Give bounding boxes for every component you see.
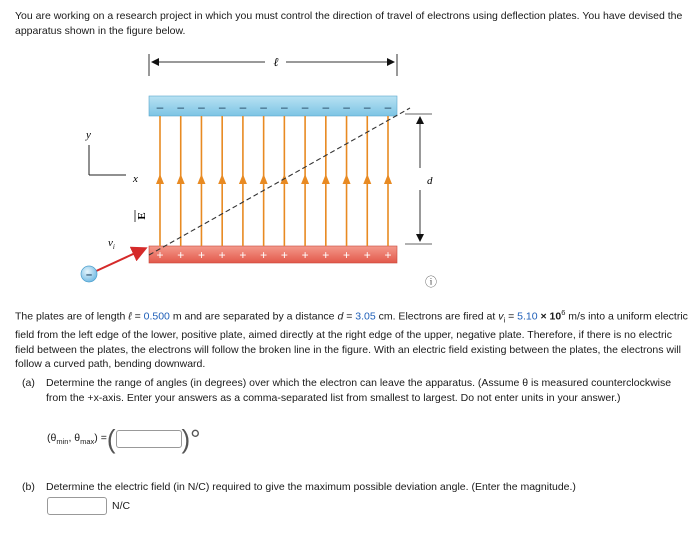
field-line — [218, 116, 226, 246]
answer-a-row — [47, 424, 201, 454]
minus-sign: – — [343, 100, 350, 114]
problem-paragraph: The plates are of length ℓ = 0.500 m and are separated by a distance d = 3.05 cm. Electrons are fired at $v_i = 5.10 \times 10^6$ m/s into a uniform electric field from the left edge of the lower, positive plate, aimed directly at the right edge of the upper, negative plate. Therefore, if there is no electric field between the plates, the electrons will follow the broken line in the figure. With an electric field existing between the plates, the electrons will follow a curved path, bending downward. — [15, 308, 688, 371]
minus-sign: – — [198, 100, 205, 114]
undeflected-path — [149, 108, 410, 255]
question-b-label: (b) — [22, 481, 35, 493]
field-line — [384, 116, 392, 246]
problem-intro: You are working on a research project in which you must control the direction of travel of electrons using deflection plates. You have devised the apparatus shown in the figure below. — [15, 10, 683, 37]
minus-sign: – — [281, 100, 288, 114]
plus-sign: + — [177, 248, 185, 262]
plus-sign: + — [363, 248, 371, 262]
plus-sign: + — [384, 248, 392, 262]
answer-b-unit: N/C — [112, 500, 131, 512]
question-a — [22, 376, 682, 405]
distance-label: d — [427, 175, 433, 187]
velocity-arrow — [94, 249, 144, 272]
question-a-label: (a) — [22, 377, 35, 389]
field-line — [301, 116, 309, 246]
field-line — [363, 116, 371, 246]
plus-sign: + — [280, 248, 288, 262]
plus-sign: + — [343, 248, 351, 262]
question-b-text: Determine the electric field (in N/C) required to give the maximum possible deviation angle. (Enter the magnitude.) — [46, 481, 576, 493]
field-line — [239, 116, 247, 246]
minus-sign: – — [322, 100, 330, 114]
apparatus-figure — [60, 50, 460, 290]
positive-plate — [149, 246, 397, 263]
plus-sign: + — [260, 248, 268, 262]
minus-sign: – — [239, 100, 247, 114]
length-value: 0.500 — [143, 310, 170, 323]
answer-b-row — [47, 497, 130, 515]
length-label: ℓ — [273, 55, 279, 69]
field-line — [343, 116, 351, 246]
question-b — [22, 480, 682, 495]
plus-sign: + — [156, 248, 164, 262]
x-axis-label: x — [133, 173, 138, 185]
minus-sign: – — [156, 100, 164, 114]
answer-a-label: ($\theta_{min}$, $\theta_{max}$) = — [47, 431, 107, 447]
electric-field-input[interactable] — [47, 497, 107, 515]
plus-sign: + — [239, 248, 247, 262]
question-a-text: Determine the range of angles (in degrees) over which the electron can leave the apparatus. (Assume θ is measured counterclockwise from the +x-axis. Enter your answers as a comma-separated list from smallest to largest. Do not enter units in your answer.) — [46, 377, 672, 404]
plus-sign: + — [197, 248, 205, 262]
field-line — [280, 116, 288, 246]
plus-sign: + — [301, 248, 309, 262]
answer-a-paren-close: )° — [181, 424, 201, 454]
field-line — [156, 116, 164, 246]
minus-sign: – — [301, 100, 309, 114]
angle-range-input[interactable] — [116, 430, 182, 448]
field-line — [322, 116, 330, 246]
negative-plate — [149, 96, 397, 116]
plus-sign: + — [322, 248, 330, 262]
field-line — [177, 116, 185, 246]
field-label: E — [136, 212, 148, 220]
minus-sign: – — [177, 100, 185, 114]
minus-sign: – — [384, 100, 392, 114]
field-line — [260, 116, 268, 246]
plus-sign: + — [218, 248, 226, 262]
apparatus-diagram — [60, 50, 460, 290]
speed-value: 5.10 — [517, 310, 538, 323]
electron-charge: – — [85, 269, 93, 281]
velocity-label: $v_i$ — [108, 237, 115, 251]
answer-a-paren-open: ( — [106, 424, 116, 454]
minus-sign: – — [363, 100, 371, 114]
y-axis-label: y — [86, 129, 91, 141]
distance-value: 3.05 — [355, 310, 376, 323]
minus-sign: – — [218, 100, 226, 114]
minus-sign: – — [260, 100, 267, 114]
info-icon[interactable]: ⓘ — [424, 275, 438, 289]
field-lines — [156, 116, 392, 246]
